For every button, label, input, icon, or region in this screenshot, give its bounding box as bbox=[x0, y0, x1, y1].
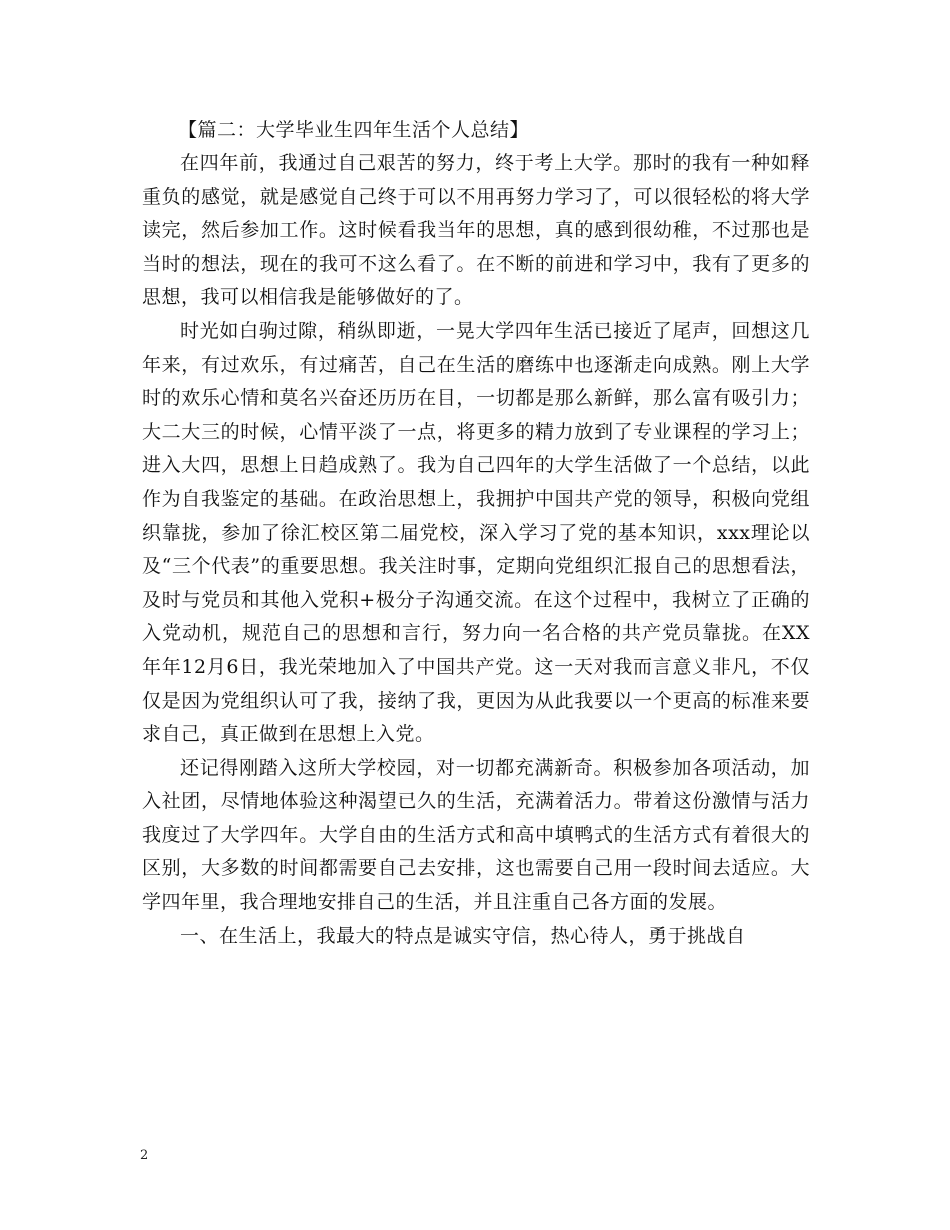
document-body bbox=[142, 114, 810, 953]
section-title: 【篇二：大学毕业生四年生活个人总结】 bbox=[178, 119, 530, 141]
page-number: 2 bbox=[140, 1148, 149, 1163]
paragraph-3: 还记得刚踏入这所大学校园，对一切都充满新奇。积极参加各项活动，加入社团，尽情地体验这种渴望已久的生活，充满着活力。带着这份激情与活力我度过了大学四年。大学自由的生活方式和高中填鸭式的生活方式有着很大的区别，大多数的时间都需要自己去安排，这也需要自己用一段时间去适应。大学四年里，我合理地安排自己的生活，并且注重自己各方面的发展。 bbox=[142, 756, 810, 914]
paragraph-1: 在四年前，我通过自己艰苦的努力，终于考上大学。那时的我有一种如释重负的感觉，就是感觉自己终于可以不用再努力学习了，可以很轻松的将大学读完，然后参加工作。这时候看我当年的思想，真的感到很幼稚，不过那也是当时的想法，现在的我可不这么看了。在不断的前进和学习中，我有了更多的思想，我可以相信我是能够做好的了。 bbox=[142, 152, 810, 309]
paragraph-4: 一、在生活上，我最大的特点是诚实守信，热心待人，勇于挑战自 bbox=[180, 924, 746, 947]
paragraph-2: 时光如白驹过隙，稍纵即逝，一晃大学四年生活已接近了尾声，回想这几年来，有过欢乐，有过痛苦，自己在生活的磨练中也逐渐走向成熟。刚上大学时的欢乐心情和莫名兴奋还历历在目，一切都是那么新鲜，那么富有吸引力；大二大三的时候，心情平淡了一点，将更多的精力放到了专业课程的学习上；进入大四，思想上日趋成熟了。我为自己四年的大学生活做了一个总结，以此作为自我鉴定的基础。在政治思想上，我拥护中国共产党的领导，积极向党组织靠拢，参加了徐汇校区第二届党校，深入学习了党的基本知识，xxx理论以及“三个代表”的重要思想。我关注时事，定期向党组织汇报自己的思想看法，及时与党员和其他入党积+极分子沟通交流。在这个过程中，我树立了正确的入党动机，规范自己的思想和言行，努力向一名合格的共产党员靠拢。在XX年年12月6日，我光荣地加入了中国共产党。这一天对我而言意义非凡，不仅仅是因为党组织认可了我，接纳了我，更因为从此我要以一个更高的标准来要求自己，真正做到在思想上入党。 bbox=[142, 319, 810, 746]
